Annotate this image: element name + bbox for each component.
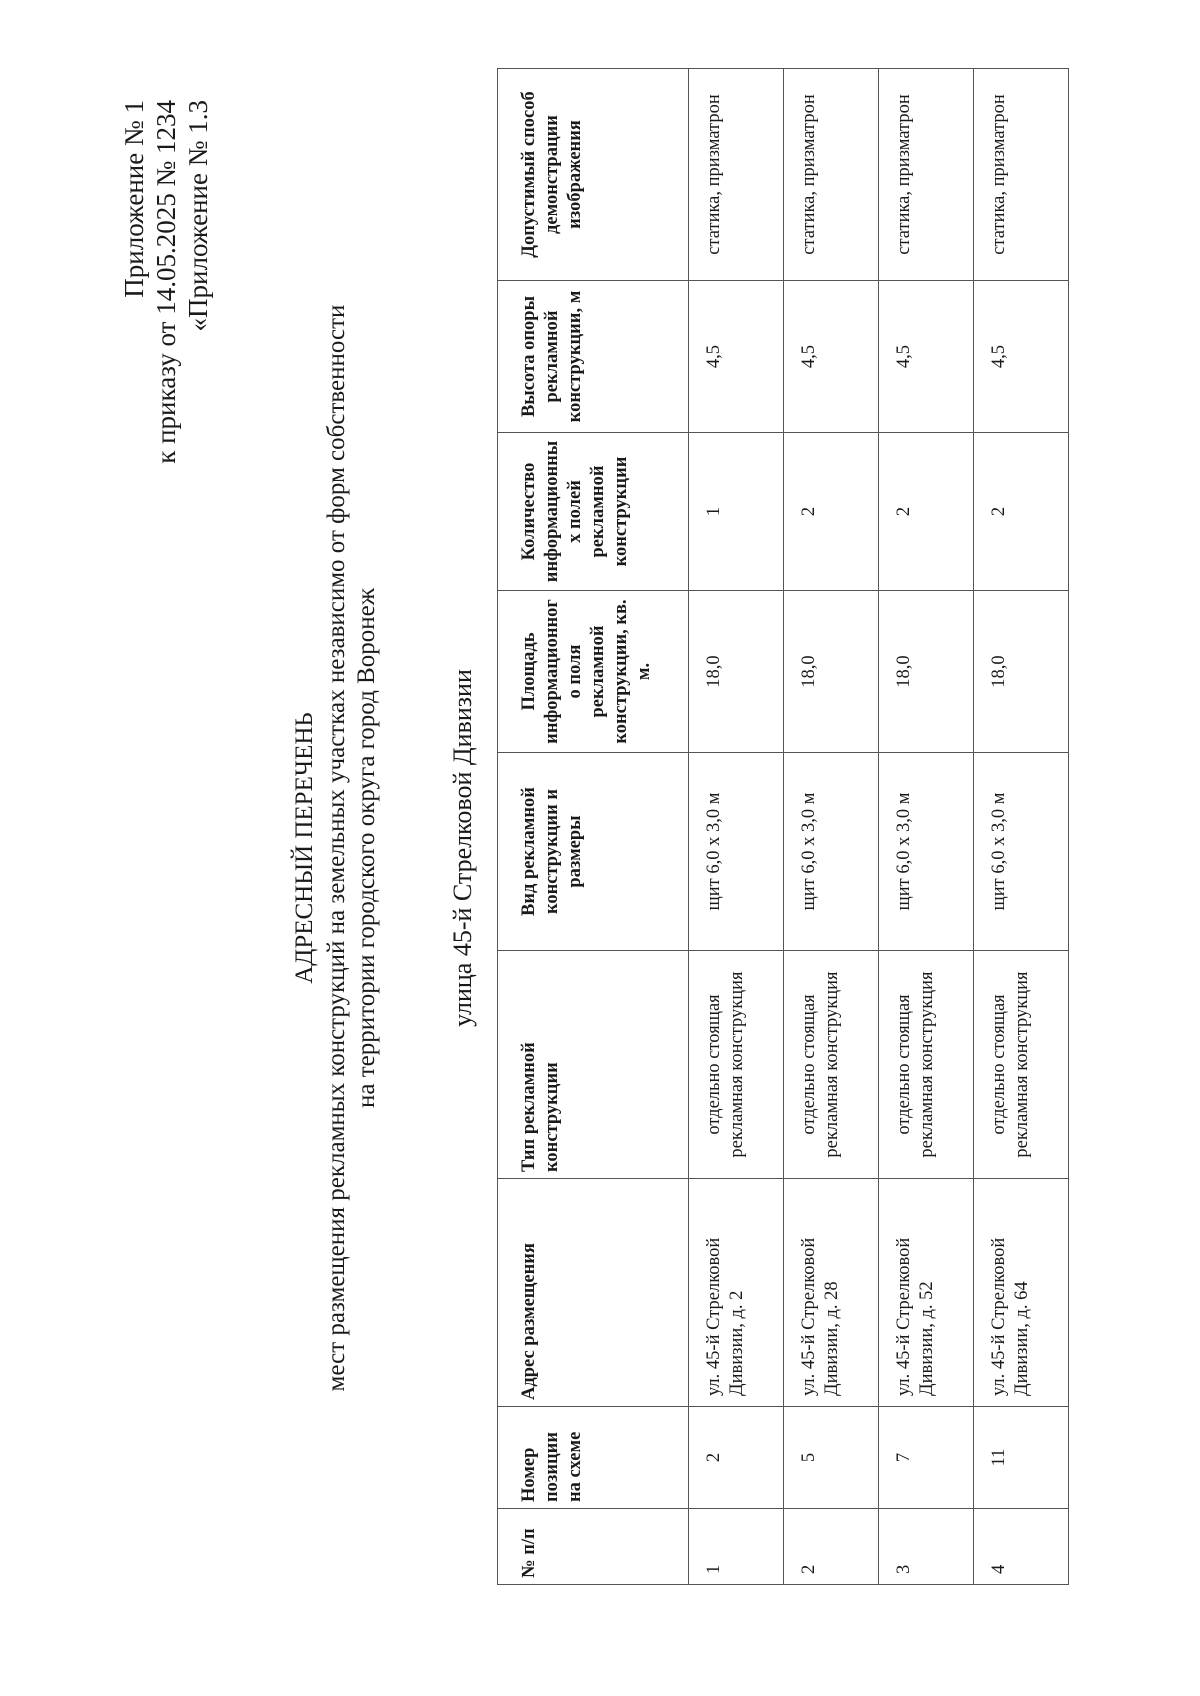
header-cell: Высота опоры рекламной конструкции, м [498,281,689,433]
table-cell: ул. 45-й Стрелковой Дивизии, д. 64 [974,1179,1069,1407]
header-cell: Вид рекламной конструкции и размеры [498,753,689,951]
header-cell: Площадь информационного поля рекламной конструкции, кв. м. [498,591,689,753]
title-line-2: мест размещения рекламных конструкций на земельных участках независимо от форм собственности [323,304,350,1392]
table-cell: статика, призматрон [784,69,879,281]
header-cell: Количество информационных полей рекламной конструкции [498,433,689,591]
table-row [974,69,1069,1585]
table-cell: 2 [784,1509,879,1585]
appendix-line-1: Приложение № 1 [119,100,149,298]
table-cell: 4,5 [689,281,784,433]
table-cell: 5 [784,1407,879,1509]
table-row [689,69,784,1585]
street-heading: улица 45-й Стрелковой Дивизии [448,669,477,1027]
table-cell: 18,0 [689,591,784,753]
table-cell: 4,5 [784,281,879,433]
table-cell: 4,5 [974,281,1069,433]
table-cell: 3 [879,1509,974,1585]
header-cell: Тип рекламной конструкции [498,951,689,1179]
table-cell: отдельно стоящая рекламная конструкция [784,951,879,1179]
table-cell: 2 [879,433,974,591]
table-cell: 2 [689,1407,784,1509]
table-cell: 1 [689,433,784,591]
table-cell: щит 6,0 х 3,0 м [974,753,1069,951]
table-cell: 18,0 [974,591,1069,753]
header-cell: Допустимый способ демонстрации изображения [498,69,689,281]
table-row [784,69,879,1585]
table-cell: 11 [974,1407,1069,1509]
table-cell: 2 [974,433,1069,591]
table-cell: щит 6,0 х 3,0 м [689,753,784,951]
table-cell: 1 [689,1509,784,1585]
table-cell: 7 [879,1407,974,1509]
table-header-row [498,69,689,1585]
table-cell: статика, призматрон [974,69,1069,281]
appendix-reference [118,100,214,464]
table-cell: статика, призматрон [689,69,784,281]
title-line-3: на территории городского округа город Воронеж [353,588,380,1108]
header-cell: № п/п [498,1509,689,1585]
document-title [290,0,382,1696]
appendix-line-2: к приказу от 14.05.2025 № 1234 [151,100,181,464]
table-cell: ул. 45-й Стрелковой Дивизии, д. 52 [879,1179,974,1407]
appendix-line-3: «Приложение № 1.3 [183,100,213,332]
table-cell: ул. 45-й Стрелковой Дивизии, д. 28 [784,1179,879,1407]
table-cell: отдельно стоящая рекламная конструкция [974,951,1069,1179]
table-cell: отдельно стоящая рекламная конструкция [879,951,974,1179]
table-cell: щит 6,0 х 3,0 м [784,753,879,951]
table-cell: 4 [974,1509,1069,1585]
table-cell: 18,0 [879,591,974,753]
table-cell: ул. 45-й Стрелковой Дивизии, д. 2 [689,1179,784,1407]
table-cell: 4,5 [879,281,974,433]
registry-table [497,68,1069,1585]
title-line-1: АДРЕСНЫЙ ПЕРЕЧЕНЬ [291,712,318,984]
header-cell: Адрес размещения [498,1179,689,1407]
table-cell: 18,0 [784,591,879,753]
header-cell: Номер позиции на схеме [498,1407,689,1509]
table-cell: отдельно стоящая рекламная конструкция [689,951,784,1179]
table-row [879,69,974,1585]
table-cell: щит 6,0 х 3,0 м [879,753,974,951]
table-cell: статика, призматрон [879,69,974,281]
table-cell: 2 [784,433,879,591]
